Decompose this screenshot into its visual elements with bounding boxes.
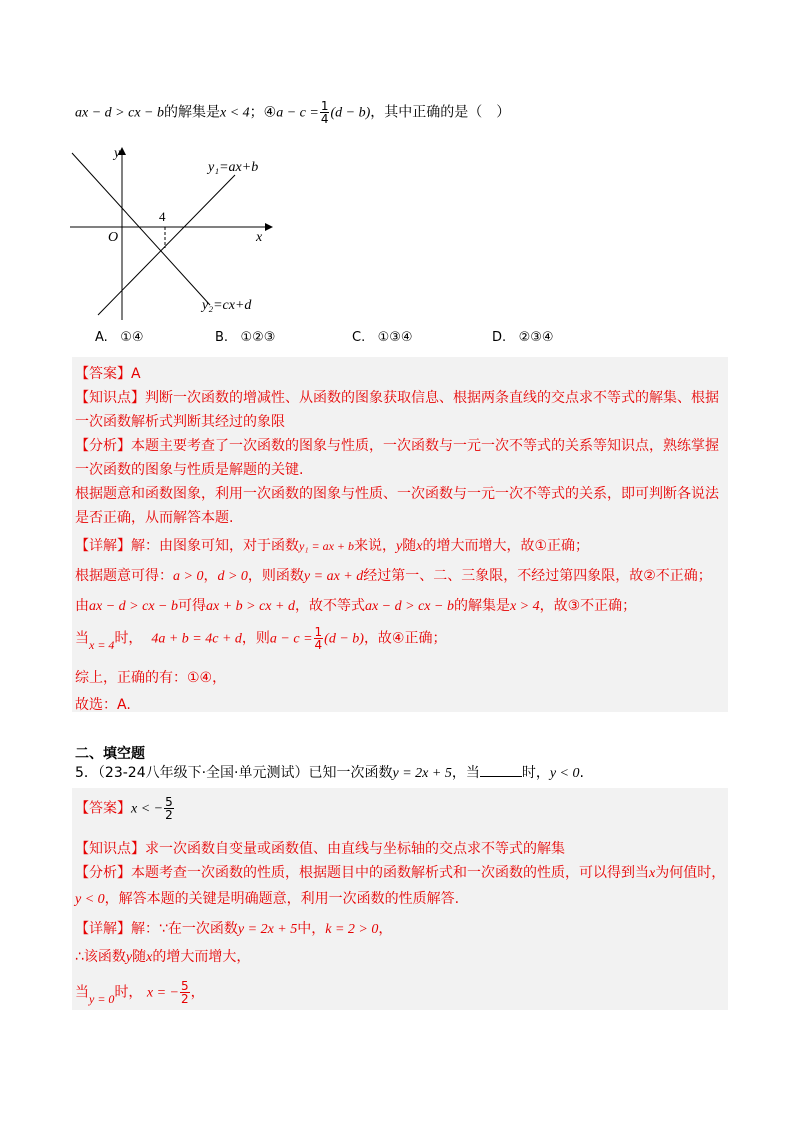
text: ，故不等式 [294, 598, 365, 614]
math: y = 0 [89, 991, 115, 1006]
text: 【分析】本题考查一次函数的性质，根据题目中的函数解析式和一次函数的性质，可以得到当 [75, 865, 649, 881]
math: x [416, 539, 423, 554]
math: ax − d > cx − b [364, 599, 454, 614]
answer-line [75, 796, 175, 821]
fraction-denominator: 2 [165, 808, 173, 822]
text: ，则 [241, 630, 270, 647]
detail-line-2 [75, 565, 712, 585]
text: ， [378, 921, 393, 937]
text: 可得 [177, 598, 206, 614]
math: y [396, 539, 403, 554]
text: 的增大而增大，故①正确； [422, 538, 590, 554]
text: ∴该函数 [75, 949, 126, 965]
question-number: 5． [75, 765, 98, 781]
math: x = 4 [89, 637, 115, 652]
statement-4-marker: ；④ [249, 104, 277, 121]
math: ax + b > cx + d [205, 599, 295, 614]
tick-label-4: 4 [159, 209, 166, 224]
text: 【详解】解：∵在一次函数 [75, 921, 238, 937]
detail-line-3 [75, 980, 205, 1005]
line-y2 [72, 153, 210, 305]
text: 的增大而增大， [152, 949, 251, 965]
function-graph [70, 145, 280, 320]
choice-letter: B. [215, 330, 229, 345]
analysis-line-4: 是否正确，从而解答本题. [75, 510, 234, 526]
y-label: y [114, 146, 121, 161]
math: y = 2x + 5 [392, 766, 452, 781]
math: y < 0 [549, 766, 580, 781]
math: x < − [131, 801, 164, 817]
detail-line-1 [75, 535, 589, 555]
text: ，故③不正确； [539, 598, 637, 614]
math: x = − [146, 985, 179, 1001]
text: ， [203, 568, 218, 584]
analysis-line-1 [75, 862, 725, 882]
line1-label: y₁=ax+b [208, 160, 259, 175]
text: 【答案】 [75, 800, 131, 817]
question-continuation [75, 100, 510, 125]
fraction [180, 980, 190, 1005]
math: 4a + b = 4c + d [151, 631, 242, 647]
x-axis-arrow [265, 223, 273, 231]
text: 随 [402, 538, 417, 554]
knowledge-point-line-1: 【知识点】判断一次函数的增减性、从函数的图象获取信息、根据两条直线的交点求不等式的解集、根据 [75, 390, 719, 406]
origin-label: O [108, 230, 119, 245]
math: a > 0 [173, 569, 204, 584]
math: (d − b) [324, 631, 364, 647]
text: 随 [132, 949, 147, 965]
detail-line-4 [75, 626, 447, 651]
choice-d[interactable] [492, 330, 554, 345]
fraction-numerator: 5 [165, 795, 173, 809]
math: x > 4 [509, 599, 540, 614]
math: ax − d > cx − b [89, 599, 178, 614]
fraction-denominator: 2 [181, 992, 189, 1006]
line-y1 [98, 175, 235, 315]
question-5 [75, 762, 584, 782]
choice-letter: C. [352, 330, 366, 345]
choice-a[interactable] [95, 330, 144, 345]
fraction-numerator: 5 [181, 979, 189, 993]
choice-letter: A. [95, 330, 108, 345]
text: 根据题意可得： [75, 568, 173, 584]
inequality: ax − d > cx − b [75, 105, 164, 121]
question-text: （23-24八年级下·全国·单元测试）已知一次函数 [97, 765, 393, 781]
math: y = 2x + 5 [237, 922, 298, 937]
analysis-line-3: 根据题意和函数图象，利用一次函数的图象与性质、一次函数与一元一次不等式的关系，即可判断各说法 [75, 486, 719, 502]
solution-set: x < 4 [219, 105, 250, 121]
math: y = ax + d [303, 569, 364, 584]
text: 为何值时， [655, 865, 726, 881]
text: . [579, 765, 584, 781]
fraction-numerator: 1 [314, 625, 323, 639]
math: a − c = [269, 631, 313, 647]
answer-line: 【答案】A [75, 366, 141, 382]
text: 当 [75, 630, 89, 647]
math: d > 0 [217, 569, 248, 584]
text: 由 [75, 598, 89, 614]
choice-text: ①④ [120, 330, 144, 345]
math: y [125, 950, 133, 965]
text: ，则函数 [247, 568, 304, 584]
text: 来说， [354, 538, 397, 554]
detail-line-6: 故选：A. [75, 697, 131, 713]
fraction-numerator: 1 [320, 99, 329, 113]
equation-right: (d − b) [330, 105, 371, 121]
text: ，当 [451, 765, 480, 781]
math: k = 2 > 0 [325, 922, 379, 937]
choice-text: ①③④ [377, 330, 413, 345]
fraction [314, 626, 324, 651]
text: ，解答本题的关键是明确题意，利用一次函数的性质解答. [104, 891, 460, 907]
equation-left: a − c = [276, 105, 319, 121]
knowledge-point-line: 【知识点】求一次函数自变量或函数值、由直线与坐标轴的交点求不等式的解集 [75, 841, 565, 857]
detail-line-5: 综上，正确的有：①④， [75, 670, 227, 686]
fraction [164, 796, 174, 821]
text: 的解集是 [453, 598, 510, 614]
analysis-line-1: 【分析】本题主要考查了一次函数的图象与性质，一次函数与一元一次不等式的关系等知识点，熟练掌握 [75, 438, 719, 454]
analysis-line-2: 一次函数的图象与性质是解题的关键. [75, 462, 304, 478]
choice-b[interactable] [215, 330, 275, 345]
math: x [649, 866, 656, 881]
detail-line-1 [75, 918, 392, 938]
choice-text: ②③④ [518, 330, 554, 345]
text: 中， [297, 921, 326, 937]
text: 当 [75, 984, 89, 1001]
fraction [320, 100, 330, 125]
question-end: ，其中正确的是（ ） [370, 104, 511, 121]
text: 的解集是 [163, 104, 220, 121]
answer-blank[interactable] [480, 764, 522, 777]
math: y < 0 [75, 892, 105, 907]
text: 【详解】解：由图象可知，对于函数 [75, 538, 299, 554]
knowledge-point-line-2: 一次函数解析式判断其经过的象限 [75, 414, 285, 430]
fraction-denominator: 4 [314, 638, 323, 652]
detail-line-2 [75, 946, 250, 966]
choices [95, 330, 695, 352]
text: ，故④正确； [363, 630, 447, 647]
line2-label: y₂=cx+d [202, 298, 252, 313]
text: 时， [114, 630, 143, 647]
math: x [146, 950, 153, 965]
choice-text: ①②③ [240, 330, 276, 345]
text: ， [190, 984, 205, 1001]
choice-c[interactable] [352, 330, 413, 345]
text: 经过第一、二、三象限，不经过第四象限，故②不正确； [363, 568, 712, 584]
analysis-line-2 [75, 888, 459, 908]
text: 时， [114, 984, 143, 1001]
math: y₁ = ax + b [299, 539, 355, 553]
text: 时， [521, 765, 550, 781]
section-heading: 二、填空题 [75, 746, 145, 762]
fraction-denominator: 4 [320, 112, 329, 126]
x-label: x [256, 230, 263, 245]
detail-line-3 [75, 595, 636, 615]
choice-letter: D. [492, 330, 507, 345]
